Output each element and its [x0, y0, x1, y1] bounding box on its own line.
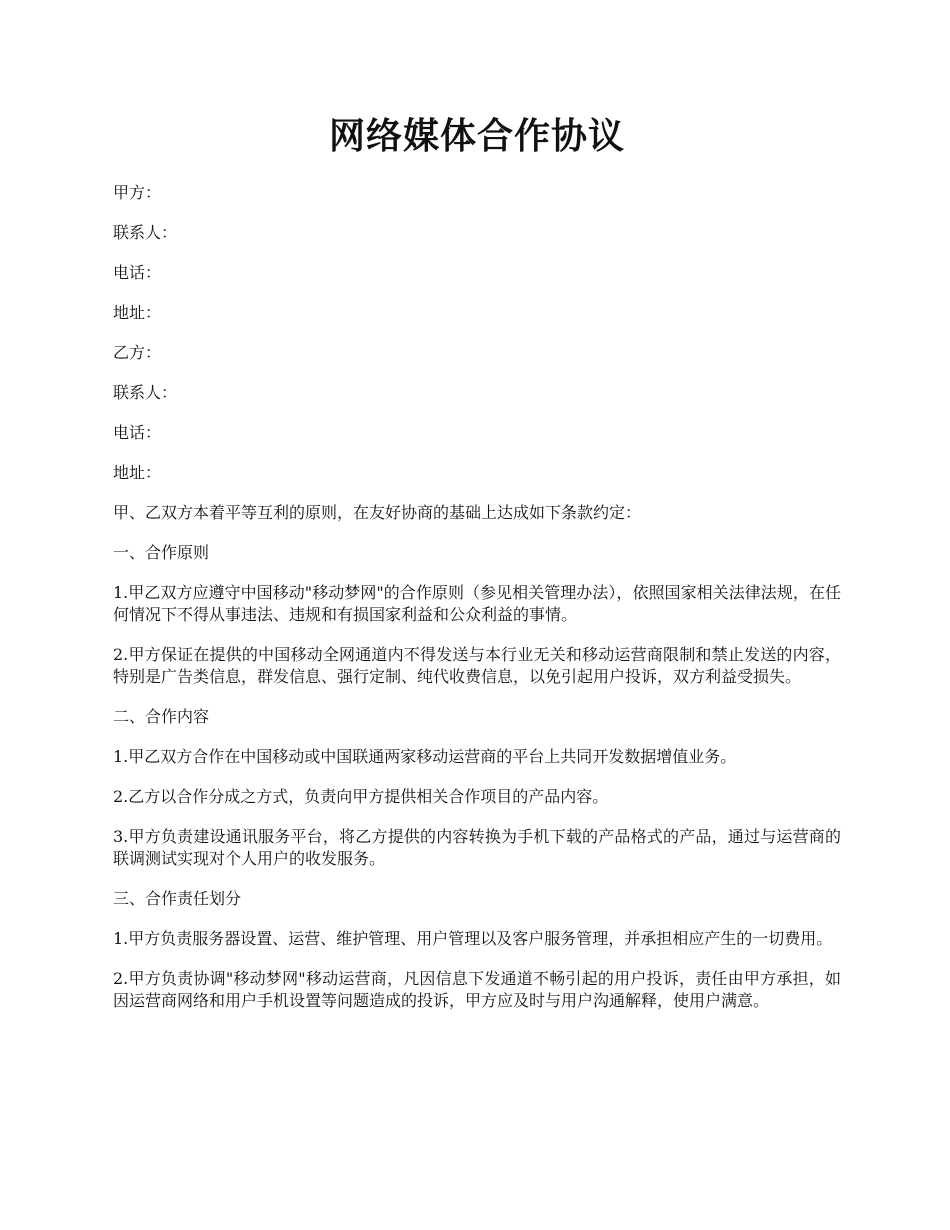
content-item-1: 1.甲乙双方合作在中国移动或中国联通两家移动运营商的平台上共同开发数据增值业务。: [113, 747, 737, 766]
intro-paragraph: 甲、乙双方本着平等互利的原则，在友好协商的基础上达成如下条款约定：: [113, 503, 642, 522]
party-a-contact: 联系人：: [113, 223, 178, 242]
responsibilities-item-1: 1.甲方负责服务器设置、运营、维护管理、用户管理以及客户服务管理，并承担相应产生的一切费用。: [113, 929, 833, 948]
party-a-phone: 电话：: [113, 263, 162, 282]
section-heading-responsibilities: 三、合作责任划分: [113, 889, 242, 908]
party-b-label: 乙方：: [113, 343, 162, 362]
section-heading-content: 二、合作内容: [113, 707, 210, 726]
document-title: 网络媒体合作协议: [328, 115, 625, 157]
content-item-2: 2.乙方以合作分成之方式，负责向甲方提供相关合作项目的产品内容。: [113, 787, 609, 806]
responsibilities-item-2: 2.甲方负责协调"移动梦网"移动运营商，凡因信息下发通道不畅引起的用户投诉，责任由甲方承担，如因运营商网络和用户手机设置等问题造成的投诉，甲方应及时与用户沟通解释，使用户满意。: [113, 969, 841, 1010]
party-b-address: 地址：: [113, 463, 162, 482]
party-a-address: 地址：: [113, 303, 162, 322]
party-b-contact: 联系人：: [113, 383, 178, 402]
principles-item-2: 2.甲方保证在提供的中国移动全网通道内不得发送与本行业无关和移动运营商限制和禁止发送的内容，特别是广告类信息，群发信息、强行定制、纯代收费信息，以免引起用户投诉，双方利益受损失。: [113, 645, 841, 686]
party-b-phone: 电话：: [113, 423, 162, 442]
document-page: [113, 112, 841, 1030]
principles-item-1: 1.甲乙双方应遵守中国移动"移动梦网"的合作原则（参见相关管理办法），依照国家相关法律法规，在任何情况下不得从事违法、违规和有损国家利益和公众利益的事情。: [113, 583, 841, 624]
section-heading-principles: 一、合作原则: [113, 543, 210, 562]
content-item-3: 3.甲方负责建设通讯服务平台，将乙方提供的内容转换为手机下载的产品格式的产品，通过与运营商的联调测试实现对个人用户的收发服务。: [113, 827, 841, 868]
party-a-label: 甲方：: [113, 183, 162, 202]
